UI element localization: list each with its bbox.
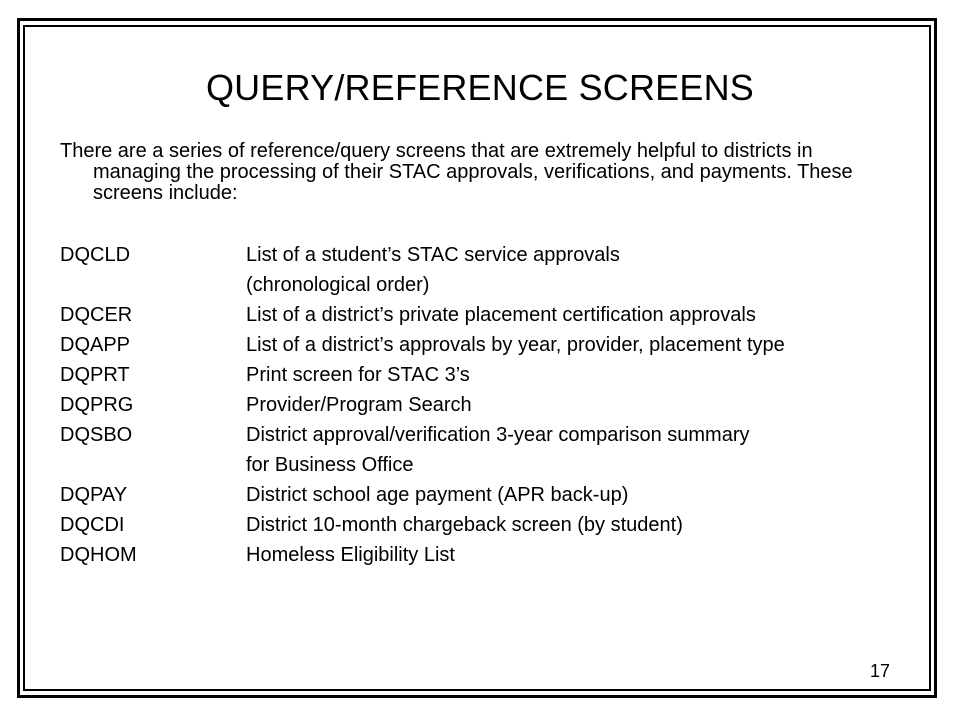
screen-list xyxy=(60,240,880,570)
screen-description: District 10-month chargeback screen (by student) xyxy=(246,514,683,536)
screen-description: District approval/verification 3-year comparison summary xyxy=(246,424,750,446)
list-item xyxy=(60,390,880,420)
screen-description: for Business Office xyxy=(246,454,414,476)
screen-description: List of a district’s private placement certification approvals xyxy=(246,304,756,326)
list-item xyxy=(60,510,880,540)
list-item xyxy=(60,270,880,300)
screen-description: List of a district’s approvals by year, provider, placement type xyxy=(246,334,785,356)
screen-description: Print screen for STAC 3’s xyxy=(246,364,470,386)
screen-code: DQPAY xyxy=(60,484,128,506)
slide-title: QUERY/REFERENCE SCREENS xyxy=(205,67,755,108)
list-item xyxy=(60,480,880,510)
screen-description: Provider/Program Search xyxy=(246,394,472,416)
list-item xyxy=(60,540,880,570)
screen-description: District school age payment (APR back-up) xyxy=(246,484,629,506)
screen-description: (chronological order) xyxy=(246,274,430,296)
screen-code: DQAPP xyxy=(60,334,131,356)
page-number: 17 xyxy=(870,661,891,681)
screen-code: DQPRG xyxy=(60,394,134,416)
list-item xyxy=(60,330,880,360)
screen-code: DQCDI xyxy=(60,514,125,536)
screen-description: Homeless Eligibility List xyxy=(246,544,455,566)
screen-description: List of a student’s STAC service approvals xyxy=(246,244,620,266)
list-item xyxy=(60,300,880,330)
screen-code: DQSBO xyxy=(60,424,133,446)
list-item xyxy=(60,450,880,480)
list-item xyxy=(60,360,880,390)
list-item xyxy=(60,240,880,270)
intro-paragraph: There are a series of reference/query screens that are extremely helpful to districts in managing the processing of their STAC approvals, verifications, and payments. These screens include: xyxy=(60,140,853,204)
screen-code: DQCLD xyxy=(60,244,131,266)
screen-code: DQHOM xyxy=(60,544,137,566)
screen-code: DQCER xyxy=(60,304,133,326)
screen-code: DQPRT xyxy=(60,364,130,386)
list-item xyxy=(60,420,880,450)
